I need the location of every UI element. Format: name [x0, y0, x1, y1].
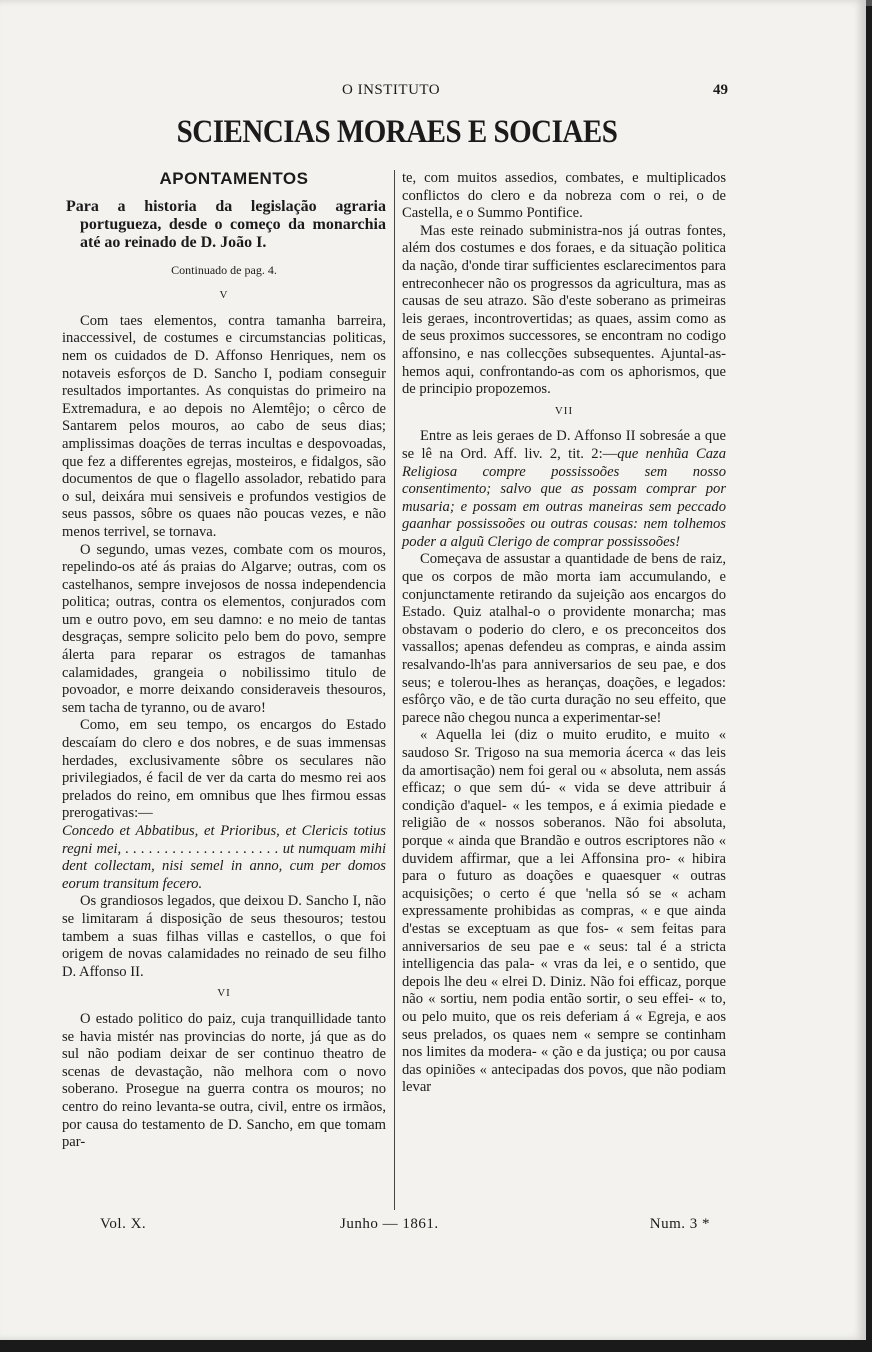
- journal-title: O INSTITUTO: [342, 82, 441, 98]
- law-paragraph: [402, 428, 726, 551]
- section-number-v: V: [219, 289, 229, 302]
- issue-number: Num. 3 *: [649, 1216, 710, 1232]
- issue-date: Junho — 1861.: [340, 1216, 439, 1232]
- paragraph: te, com muitos assedios, combates, e multiplicados conflictos do clero e da nobreza com o rei, o de Castella, e o Summo Pontifice.: [402, 170, 726, 222]
- article-heading: APONTAMENTOS: [159, 169, 309, 188]
- quoted-passage: « Aquella lei (diz o muito erudito, e muito « saudoso Sr. Trigoso na sua memoria ácerca « das leis da amortisação) nem foi geral ou « absoluta, nem assás efficaz; o que sem dú- « vida se deve attribuir á condição d'aquel- « les tempos, e á eximia piedade e religião de « nossos soberanos. Não foi absoluta, porque « ainda que Brandão e outros escriptores não « duvidem affirmar, que a lei Affonsina pro- « hibira para o futuro as doações e quaesquer « outras acquisições; o certo é que 'nella só se « acham expressamente prohibidas as compras, « e que ainda d'estas se exceptuam as que fos- « sem feitas para anniversarios de seu pae e « seus: tal é a stricta intelligencia das pala- « vras da lei, e o sentido, que depois lhe deu « elrei D. Diniz. Não foi efficaz, porque não « sortiu, nem podia então sortir, o seu effei- « to, ou pelo muito, que os reis deferiam á « Egreja, e aos seus prelados, os quaes nem « sempre se continham nos limites da modera- « ção e da justiça; ou por causa das opiniões « antecipadas dos povos, que não podiam levar: [402, 727, 726, 1096]
- continued-note: Continuado de pag. 4.: [171, 262, 277, 277]
- volume-label: Vol. X.: [100, 1216, 147, 1232]
- running-header: [62, 82, 732, 102]
- law-intro: Entre as leis geraes de D. Affonso II sobresáe a que se lê na Ord. Aff. liv. 2, tit. 2:—: [402, 428, 726, 462]
- law-quote: que nenhũa Caza Religiosa compre possissoões sem nosso consentimento; salvo que as possam comprar por musaria; e possam em outras maneiras sem peccado gaanhar possissoões ou outras cousas: nem tolhemos poder a alguũ Clerigo de comprar possissoões!: [402, 445, 726, 550]
- paragraph: Com taes elementos, contra tamanha barreira, inaccessivel, de costumes e circumstancias politicas, nem os cuidados de D. Affonso Henriques, nem os notaveis esforços de D. Sancho I, podiam conseguir resultados importantes. As conquistas do primeiro na Extremadura, e ao depois no Alemtêjo; o cêrco de Santarem pelos mouros, ao cabo de seus dias; amplissimas doações de terras incultas e despovoadas, que fez a differentes egrejas, mosteiros, e fidalgos, são documentos de que o flagello assolador, rebatido para o sul, deixára mui sensiveis e profundos vestigios de seus passos, sôbre os quaes não poucas vezes, e não menos terrivel, se tornava.: [62, 312, 386, 540]
- section-title: SCIENCIAS MORAES E SOCIAES: [176, 114, 618, 150]
- right-column: [402, 170, 726, 1097]
- column-divider: [394, 170, 395, 1210]
- page-number: 49: [713, 82, 728, 98]
- latin-quote: Concedo et Abbatibus, et Prioribus, et Clericis totius regni mei, . . . . . . . . . . . . . . . . . . . . ut numquam mihi dent collectam, nisi semel in anno, cum per domos eorum transitum fecero.: [62, 823, 386, 892]
- paragraph: Começava de assustar a quantidade de bens de raiz, que os corpos de mão morta iam accumulando, e conjunctamente retirando da sujeição aos encargos do Estado. Quiz atalhal-o o providente monarcha; mas obstavam o poderio do clero, e os preconceitos dos vassallos; apenas defendeu as compras, e ainda assim resalvando-lh'as para anniversarios de seu pae, e dos seus; e tolerou-lhes as heranças, doações, e legados: esfôrço vão, e de tão curta duração no seu effeito, que parece não chegou nunca a experimentar-se!: [402, 551, 726, 726]
- paragraph: Como, em seu tempo, os encargos do Estado descaíam do clero e dos nobres, e de suas immensas herdades, exclusivamente sôbre os seculares não privilegiados, é facil de ver da carta do mesmo rei aos prelados do reino, em omnibus que lhes firmou essas prerogativas:—: [62, 717, 386, 822]
- section-number-vi: VI: [217, 987, 231, 1000]
- paragraph: O estado politico do paiz, cuja tranquillidade tanto se havia mistér nas provincias do norte, já que as do sul não podiam deixar de ser continuo theatro de scenas de devastação, não melhora com o novo soberano. Prosegue na guerra contra os mouros; no centro do reino levanta-se outra, civil, entre os irmãos, por causa do testamento de D. Sancho, em que tomam par-: [62, 1010, 386, 1151]
- paragraph: Mas este reinado subministra-nos já outras fontes, além dos costumes e dos foraes, e da situação politica da nação, d'onde tirar sufficientes esclarecimentos para entreconhecer não os progressos da agricultura, mas as causas de seu atrazo. São d'este soberano as primeiras leis geraes, incontrovertidas; as quaes, assim como as de seus proximos successores, se encontram no codigo affonsino, e nas collecções subsequentes. Ajuntal-as-hemos aqui, confrontando-as com os aphorismos, que de principio propozemos.: [402, 222, 726, 398]
- left-column: [62, 170, 386, 1152]
- paragraph: Os grandiosos legados, que deixou D. Sancho I, não se limitaram á disposição de seus thesouros; testou tambem a suas filhas villas e castellos, o que foi origem de novas calamidades no reinado de seu filho D. Affonso II.: [62, 893, 386, 980]
- article-subtitle: Para a historia da legislação agraria portugueza, desde o começo da monarchia até ao reinado de D. João I.: [66, 197, 386, 251]
- paragraph: O segundo, umas vezes, combate com os mouros, repelindo-os até ás praias do Algarve; outras, com os castelhanos, sempre invejosos de nossa independencia politica; outras, contra os elementos, conjurados com um e outro povo, em seu damno: e no meio de tantas desgraças, sempre solicito pelo bem do povo, sempre álerta para reparar os estragos de tamanhas calamidades, grangeia o nobilissimo titulo de povoador, e morre deixando consideraveis thesouros, sem tacha de tyranno, ou de avaro!: [62, 541, 386, 716]
- section-number-vii: VII: [554, 404, 574, 417]
- page-footer: [100, 1216, 710, 1236]
